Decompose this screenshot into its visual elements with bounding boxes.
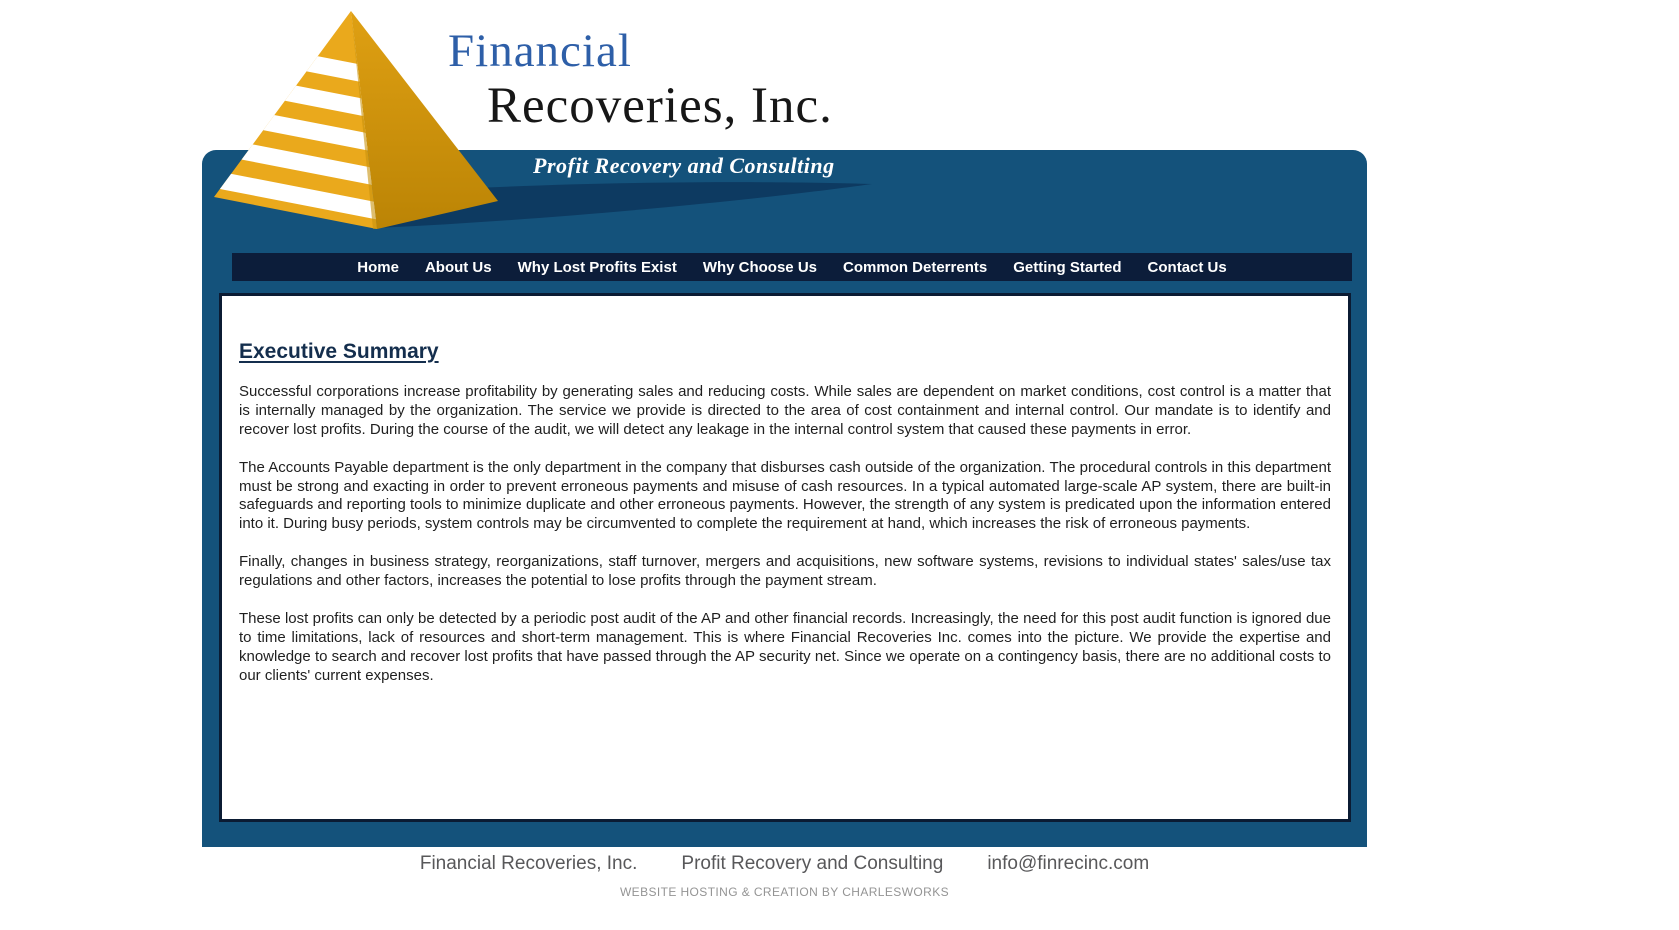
footer-company: Financial Recoveries, Inc. xyxy=(419,853,638,874)
nav-item-contact-us[interactable]: Contact Us xyxy=(1147,258,1227,276)
nav-item-about-us[interactable]: About Us xyxy=(424,258,492,276)
nav-item-home[interactable]: Home xyxy=(357,258,399,276)
nav-item-why-choose-us[interactable]: Why Choose Us xyxy=(702,258,817,276)
paragraph-3: Finally, changes in business strategy, reorganizations, staff turnover, mergers and acquisitions, new software systems, revisions to individual states' sales/use tax regulations and other factors, increases the potential to lose profits through the payment stream. xyxy=(239,553,1331,590)
nav-item-common-deterrents[interactable]: Common Deterrents xyxy=(843,258,988,276)
footer-email-link[interactable]: info@finrecinc.com xyxy=(987,853,1150,874)
nav-item-why-lost-profits-exist[interactable]: Why Lost Profits Exist xyxy=(517,258,677,276)
brand-title-line1[interactable]: Financial xyxy=(448,25,632,77)
nav-item-getting-started[interactable]: Getting Started xyxy=(1013,258,1122,276)
paragraph-2: The Accounts Payable department is the only department in the company that disburses cash outside of the organization. The procedural controls in this department must be strong and exacting in order to prevent erroneous payments and misuse of cash resources. In a typical automated large-scale AP system, there are built-in safeguards and reporting tools to minimize duplicate and other erroneous payments. However, the strength of any system is predicated upon the information entered into it. During busy periods, system controls may be circumvented to complete the requirement at hand, which increases the risk of erroneous payments. xyxy=(239,458,1331,533)
footer-tagline: Profit Recovery and Consulting xyxy=(681,853,944,874)
content-card xyxy=(219,293,1351,822)
paragraph-1: Successful corporations increase profitability by generating sales and reducing costs. While sales are dependent on market conditions, cost control is a matter that is internally managed by the organization. The service we provide is directed to the area of cost containment and internal control. Our mandate is to identify and recover lost profits. During the course of the audit, we will detect any leakage in the internal control system that caused these payments in error. xyxy=(239,383,1331,438)
brand-tagline: Profit Recovery and Consulting xyxy=(533,153,835,178)
main-nav xyxy=(232,253,1352,281)
page-title: Executive Summary xyxy=(239,340,439,363)
paragraph-4: These lost profits can only be detected by a periodic post audit of the AP and other financial records. Increasingly, the need for this post audit function is ignored due to time limitations, lack of resources and short-term management. This is where Financial Recoveries Inc. comes into the picture. We provide the expertise and knowledge to search and recover lost profits that have passed through the AP security net. Since we operate on a contingency basis, there are no additional costs to our clients' current expenses. xyxy=(239,610,1331,684)
footer-credit: WEBSITE HOSTING & CREATION BY CHARLESWORKS xyxy=(619,885,950,899)
footer xyxy=(202,853,1367,875)
brand-title-line2[interactable]: Recoveries, Inc. xyxy=(487,78,833,134)
